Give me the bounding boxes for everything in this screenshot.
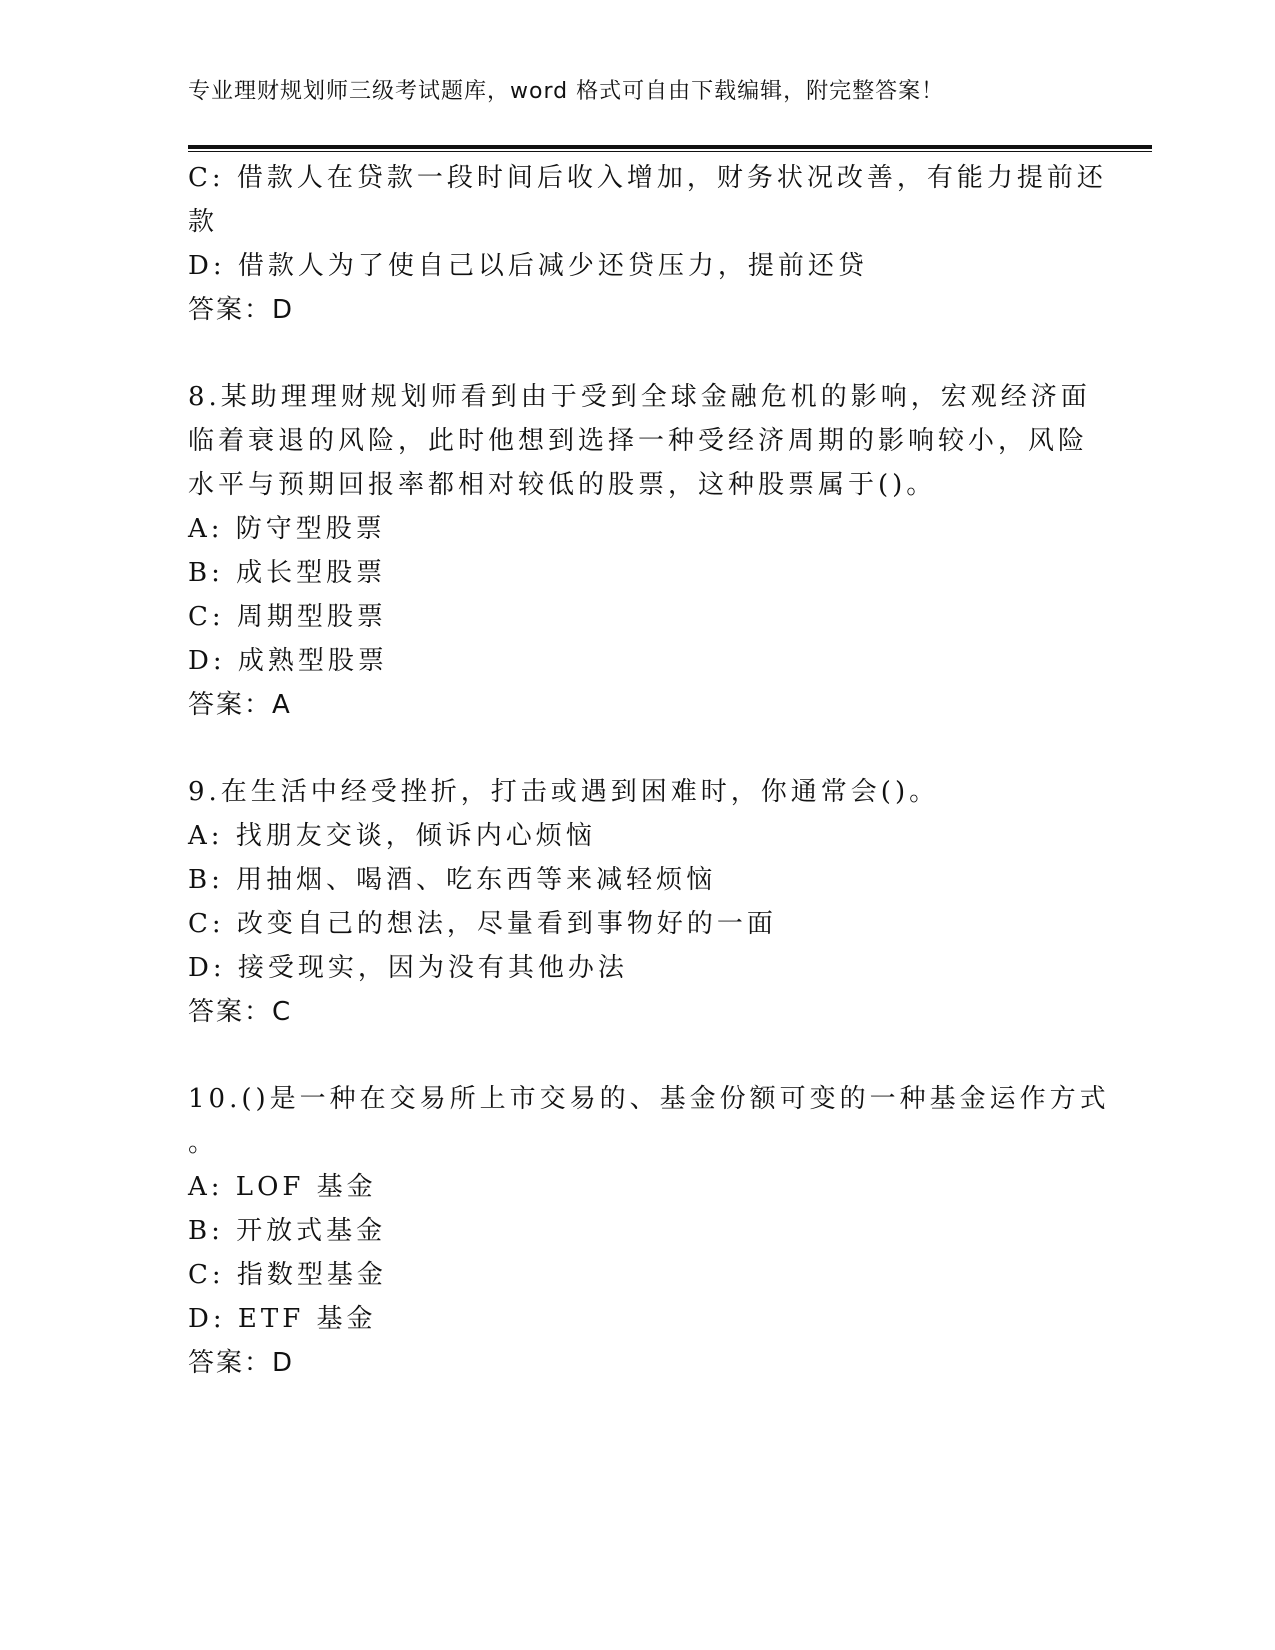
q9-option-b: B: 用抽烟、喝酒、吃东西等来减轻烦恼 — [188, 865, 717, 895]
q8-option-a: A: 防守型股票 — [188, 514, 386, 544]
q10-option-b: B: 开放式基金 — [188, 1216, 387, 1246]
q8-stem-line3: 水平与预期回报率都相对较低的股票，这种股票属于()。 — [188, 470, 937, 500]
q9-option-a: A: 找朋友交谈，倾诉内心烦恼 — [188, 821, 596, 851]
q10-option-c: C: 指数型基金 — [188, 1260, 387, 1290]
q8-stem-line1: 8.某助理理财规划师看到由于受到全球金融危机的影响，宏观经济面 — [188, 382, 1091, 412]
q8-option-d: D: 成熟型股票 — [188, 646, 388, 676]
q7-option-c-line2: 款 — [188, 207, 219, 237]
q9-option-d: D: 接受现实，因为没有其他办法 — [188, 953, 628, 983]
header-rule-thick — [188, 145, 1152, 149]
q9-option-c: C: 改变自己的想法，尽量看到事物好的一面 — [188, 909, 777, 939]
q10-stem-line1: 10.()是一种在交易所上市交易的、基金份额可变的一种基金运作方式 — [188, 1084, 1110, 1114]
q10-option-d: D: ETF 基金 — [188, 1304, 377, 1334]
q10-answer: 答案：D — [188, 1348, 295, 1378]
header-rule-thin — [188, 151, 1152, 152]
q7-option-d: D: 借款人为了使自己以后减少还贷压力，提前还贷 — [188, 251, 868, 281]
q8-stem-line2: 临着衰退的风险，此时他想到选择一种受经济周期的影响较小，风险 — [188, 426, 1089, 456]
q9-stem-line1: 9.在生活中经受挫折，打击或遇到困难时，你通常会()。 — [188, 777, 940, 807]
q8-option-b: B: 成长型股票 — [188, 558, 387, 588]
q7-option-c-line1: C: 借款人在贷款一段时间后收入增加，财务状况改善，有能力提前还 — [188, 163, 1107, 193]
q8-answer: 答案：A — [188, 690, 292, 720]
q10-stem-line2: 。 — [188, 1128, 219, 1158]
q8-option-c: C: 周期型股票 — [188, 602, 387, 632]
q7-answer: 答案：D — [188, 295, 295, 325]
page-header: 专业理财规划师三级考试题库，word 格式可自由下载编辑，附完整答案！ — [188, 79, 945, 104]
q9-answer: 答案：C — [188, 997, 293, 1027]
q10-option-a: A: LOF 基金 — [188, 1172, 377, 1202]
